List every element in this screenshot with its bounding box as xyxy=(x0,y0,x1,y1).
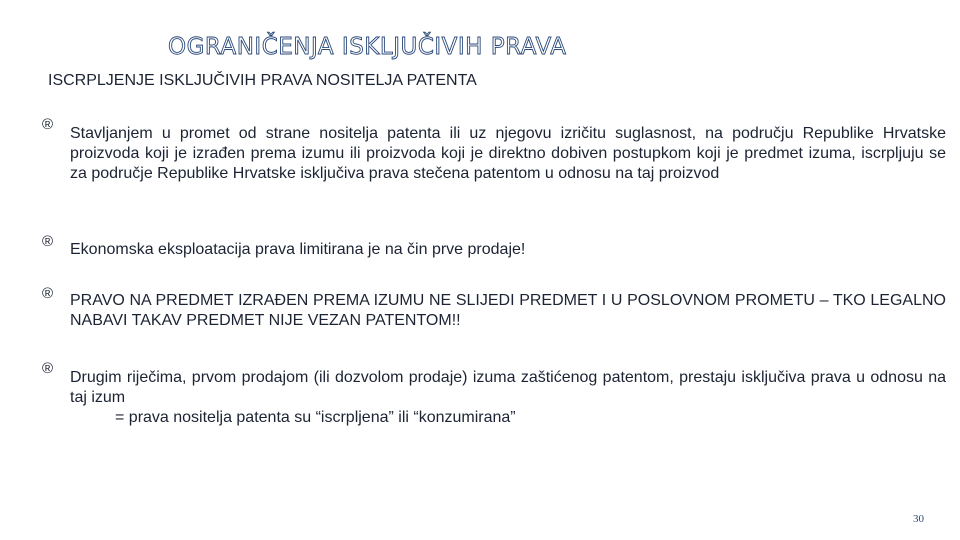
bullet-item-4-continuation: = prava nositelja patenta su “iscrpljena” ili “konzumirana” xyxy=(115,409,516,426)
bullet-item-4 xyxy=(70,368,946,428)
bullet-item-2: Ekonomska eksploatacija prava limitirana je na čin prve prodaje! xyxy=(70,241,526,258)
bullet-icon: ® xyxy=(42,360,54,377)
bullet-item-1: Stavljanjem u promet od strane nositelja patenta ili uz njegovu izričitu suglasnost, na području Republike Hrvatske proizvoda koji je izrađen prema izumu ili proizvoda koji je direktno dobiven postupkom koji je predmet izuma, iscrpljuju se za područje Republike Hrvatske isključiva prava stečena patentom u odnosu na taj proizvod xyxy=(70,125,946,182)
bullet-icon: ® xyxy=(42,285,54,302)
bullet-item-3: PRAVO NA PREDMET IZRAĐEN PREMA IZUMU NE SLIJEDI PREDMET I U POSLOVNOM PROMETU – TKO LEGALNO NABAVI TAKAV PREDMET NIJE VEZAN PATENTOM!! xyxy=(70,292,946,329)
slide-title: OGRANIČENJA ISKLJUČIVIH PRAVA xyxy=(168,34,567,60)
bullet-item-4-text: Drugim riječima, prvom prodajom (ili dozvolom prodaje) izuma zaštićenog patentom, prestaju isključiva prava u odnosu na taj izum xyxy=(70,369,946,406)
bullet-icon: ® xyxy=(42,233,54,250)
page-number: 30 xyxy=(913,513,924,525)
bullet-icon: ® xyxy=(42,116,54,133)
slide-subtitle: ISCRPLJENJE ISKLJUČIVIH PRAVA NOSITELJA PATENTA xyxy=(48,72,477,89)
